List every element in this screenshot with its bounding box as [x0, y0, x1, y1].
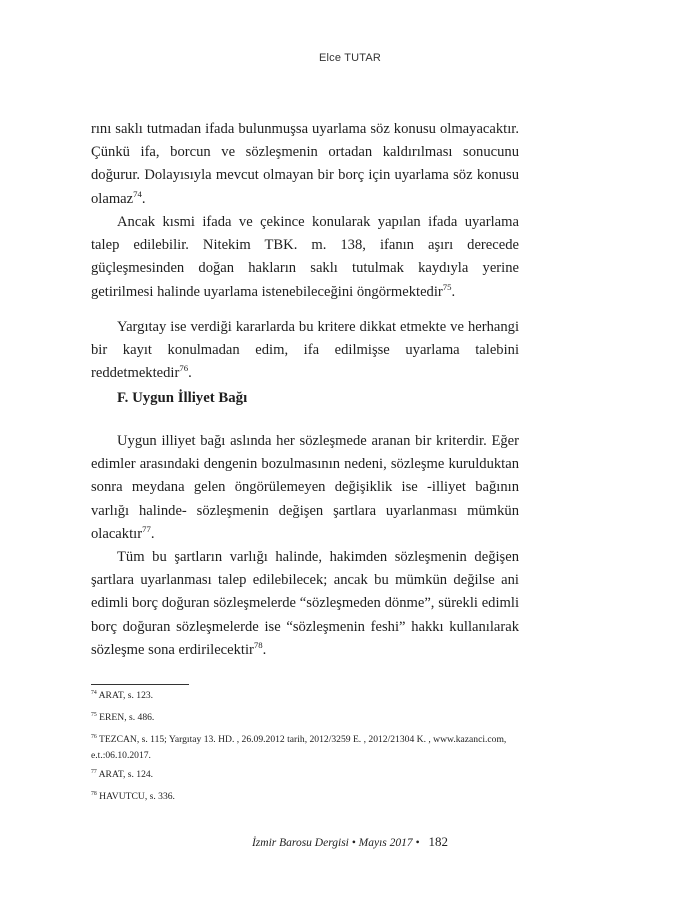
paragraph-1-text: rını saklı tutmadan ifada bulunmuşsa uyarlama söz konusu olmayacaktır. Çünkü ifa, borcun ve sözleşmenin ortadan kaldırılması sonucunu doğurur. Dolayısıyla mevcut olmayan bir borç için uyarlama söz konusu olamaz: [91, 121, 519, 207]
footnote-76: [91, 732, 519, 764]
footnote-text: EREN, s. 486.: [99, 712, 155, 723]
footnote-75: [91, 710, 519, 726]
paragraph-2: Ancak kısmi ifada ve çekince konularak yapılan ifada uyarlama talep edilebilir. Nitekim TBK. m. 138, ifanın aşırı derecede güçleşmesinden doğan hakların saklı tutulmak kaydıyla yerine getirilmesi halinde uyarlama istenebileceğini öngörmektedir$^{75}$.: [91, 214, 519, 300]
footnote-number: 75: [91, 711, 97, 718]
footnote-number: 76: [91, 733, 97, 740]
paragraph-4-text: Uygun illiyet bağı aslında her sözleşmede aranan bir kriterdir. Eğer edimler arasındaki dengenin bozulmasının nedeni, sözleşme kurulduktan sonra meydana gelen öngörülemeyen değişiklik ise -illiyet bağının varlığı halinde- sözleşmenin değişen şartlara uyarlanması mümkün olacaktır: [91, 433, 519, 542]
paragraph-1: rını saklı tutmadan ifada bulunmuşsa uyarlama söz konusu olmayacaktır. Çünkü ifa, borcun ve sözleşmenin ortadan kaldırılması sonucunu doğurur. Dolayısıyla mevcut olmayan bir borç için uyarlama söz konusu olamaz$^{74}$.: [91, 121, 519, 207]
footnote-text: TEZCAN, s. 115; Yargıtay 13. HD. , 26.09.2012 tarih, 2012/3259 E. , 2012/21304 K. , www.kazanci.com, e.t.:06.10.2017.: [91, 734, 507, 761]
footnote-77: [91, 767, 519, 783]
footnote-divider: [91, 684, 189, 685]
running-head: Elce TUTAR: [318, 52, 382, 64]
page-number: 182: [428, 834, 449, 849]
footnote-74: [91, 688, 519, 704]
footnote-ref-74[interactable]: 74: [133, 188, 142, 199]
paragraph-3-text: Yargıtay ise verdiği kararlarda bu kritere dikkat etmekte ve herhangi bir kayıt konulmadan edim, ifa edilmişse uyarlama talebini reddetmektedir: [91, 319, 519, 382]
journal-name: İzmir Barosu Dergisi • Mayıs 2017 •: [251, 837, 420, 849]
footnote-number: 78: [91, 790, 97, 797]
footnote-text: ARAT, s. 124.: [98, 769, 154, 780]
footnote-ref-78[interactable]: 78: [253, 639, 263, 650]
footnote-text: HAVUTCU, s. 336.: [99, 791, 175, 802]
paragraph-4: Uygun illiyet bağı aslında her sözleşmede aranan bir kriterdir. Eğer edimler arasındaki dengenin bozulmasının nedeni, sözleşme kurulduktan sonra meydana gelen öngörülemeyen değişiklik ise -illiyet bağının varlığı halinde- sözleşmenin değişen şartlara uyarlanması mümkün olacaktır$^{77}$.: [91, 433, 519, 542]
paragraph-5: Tüm bu şartların varlığı halinde, hakimden sözleşmenin değişen şartlara uyarlanması talep edilebilecek; ancak bu mümkün değilse ani edimli borç doğuran sözleşmelerde “sözleşmeden dönme”, sürekli edimli borç doğuran sözleşmelerde ise “sözleşmenin feshi” hakkı kullanılarak sözleşme sona erdirilecektir$^{78}$.: [91, 549, 519, 658]
paragraph-2-text: Ancak kısmi ifada ve çekince konularak yapılan ifada uyarlama talep edilebilir. Nitekim TBK. m. 138, ifanın aşırı derecede güçleşmesinden doğan hakların saklı tutulmak kaydıyla yerine getirilmesi halinde uyarlama istenebileceğini öngörmektedir: [91, 214, 519, 300]
paragraph-5-text: Tüm bu şartların varlığı halinde, hakimden sözleşmenin değişen şartlara uyarlanması talep edilebilecek; ancak bu mümkün değilse ani edimli borç doğuran sözleşmelerde “sözleşmeden dönme”, sürekli edimli borç doğuran sözleşmelerde ise “sözleşmenin feshi” hakkı kullanılarak sözleşme sona erdirilecektir: [91, 549, 519, 658]
footnote-number: 77: [91, 768, 97, 775]
footnote-text: ARAT, s. 123.: [98, 690, 154, 701]
footnote-number: 74: [91, 689, 97, 696]
section-heading: F. Uygun İlliyet Bağı: [117, 390, 248, 406]
footnote-ref-75[interactable]: 75: [442, 281, 452, 292]
footnote-ref-76[interactable]: 76: [179, 363, 189, 374]
footnote-ref-77[interactable]: 77: [142, 523, 151, 534]
footnote-78: [91, 789, 519, 805]
page-footer: [0, 834, 700, 850]
paragraph-3: Yargıtay ise verdiği kararlarda bu kritere dikkat etmekte ve herhangi bir kayıt konulmadan edim, ifa edilmişse uyarlama talebini reddetmektedir$^{76}$.: [91, 319, 519, 382]
